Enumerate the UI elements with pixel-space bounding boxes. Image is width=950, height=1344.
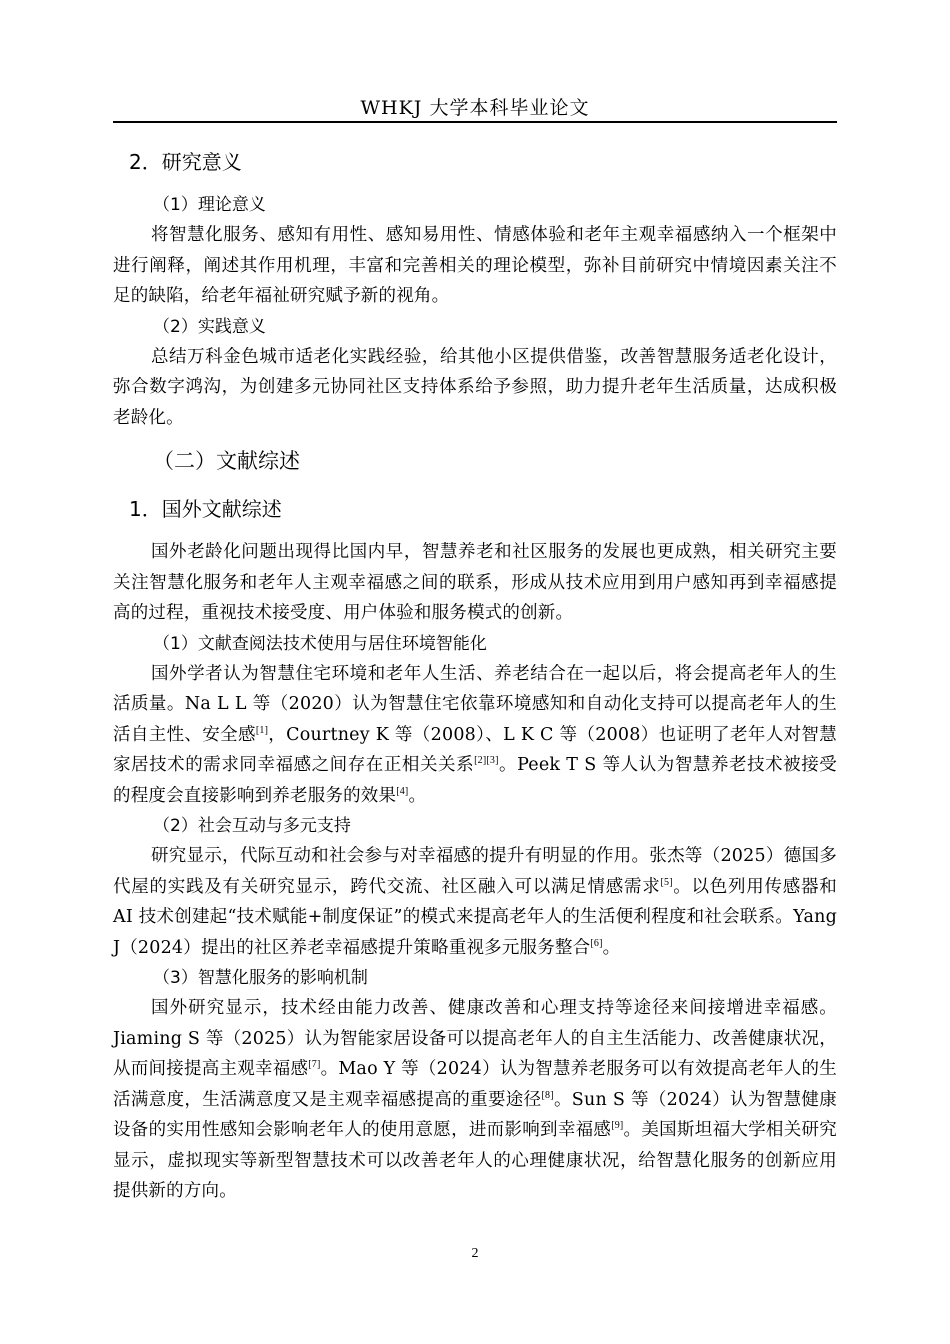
text-segment: 。 <box>602 937 621 958</box>
text-segment: 。美国斯坦福大学相关研究显示，虚拟现实等新型智慧技术可以改善老年人的心理健康状况，给智慧化服务的创新应用提供新的方向。 <box>113 1120 837 1201</box>
citation-ref: [9] <box>611 1120 624 1131</box>
paragraph-tech-use <box>113 659 837 812</box>
citation-ref: [5] <box>660 876 673 888</box>
text-segment: 。 <box>408 785 427 806</box>
text-segment: 。Mao Y 等（2024）认为智慧养老服务可以有效提高老年人的生活满意度，生活满意度又是主观幸福感提高的重要途径 <box>113 1059 838 1110</box>
section-heading-foreign-literature: 1．国外文献综述 <box>129 497 282 521</box>
text-segment: 。以色列用传感器和 AI 技术创建起“技术赋能+制度保证”的模式来提高老年人的生活便利程度和社会联系。Yang J（2024）提出的社区养老幸福感提升策略重视多元服务整合 <box>113 876 837 958</box>
subheading-practical: （2）实践意义 <box>153 316 266 337</box>
page-body <box>113 146 837 1207</box>
subheading-social-interaction: （2）社会互动与多元支持 <box>153 816 351 836</box>
citation-ref: [1] <box>255 724 269 736</box>
running-header: WHKJ 大学本科毕业论文 <box>360 97 590 119</box>
citation-ref: [2][3] <box>474 755 499 766</box>
text-segment: 国外学者认为智慧住宅环境和老年人生活、养老结合在一起以后，将会提高老年人的生活质量。Na L L 等（2020）认为智慧住宅依靠环境感知和自动化支持可以提高老年人的生活自主性、安全感 <box>113 663 837 745</box>
text-segment: ，Courtney K 等（2008）、L K C 等（2008）也证明了老年人对智慧家居技术的需求同幸福感之间存在正相关关系 <box>113 724 837 775</box>
citation-ref: [6] <box>590 937 603 949</box>
paragraph-foreign-intro: 国外老龄化问题出现得比国内早，智慧养老和社区服务的发展也更成熟，相关研究主要关注智慧化服务和老年人主观幸福感之间的联系，形成从技术应用到用户感知再到幸福感提高的过程，重视技术接受度、用户体验和服务模式的创新。 <box>113 542 837 623</box>
section-heading-significance: 2．研究意义 <box>129 150 242 174</box>
paragraph-mechanism <box>113 993 837 1207</box>
subheading-mechanism: （3）智慧化服务的影响机制 <box>153 968 368 988</box>
section-heading-literature-review: （二）文献综述 <box>153 449 300 473</box>
text-segment: 。Peek T S 等人认为智慧养老技术被接受的程度会直接影响到养老服务的效果 <box>113 755 837 806</box>
text-segment: 国外研究显示，技术经由能力改善、健康改善和心理支持等途径来间接增进幸福感。Jiaming S 等（2025）认为智能家居设备可以提高老年人的自主生活能力、改善健康状况，从而间接提高主观幸福感 <box>113 998 837 1079</box>
paragraph-practical: 总结万科金色城市适老化实践经验，给其他小区提供借鉴，改善智慧服务适老化设计，弥合数字鸿沟，为创建多元协同社区支持体系给予参照，助力提升老年生活质量，达成积极老龄化。 <box>113 346 837 428</box>
header-divider <box>113 121 837 123</box>
subheading-theoretical: （1）理论意义 <box>153 195 266 215</box>
subheading-tech-use: （1）文献查阅法技术使用与居住环境智能化 <box>153 633 487 654</box>
page-number: 2 <box>471 1246 479 1261</box>
text-segment: 研究显示，代际互动和社会参与对幸福感的提升有明显的作用。张杰等（2025）德国多代屋的实践及有关研究显示，跨代交流、社区融入可以满足情感需求 <box>113 846 837 897</box>
citation-ref: [4] <box>396 785 409 797</box>
text-segment: 。Sun S 等（2024）认为智慧健康设备的实用性感知会影响老年人的使用意愿，进而影响到幸福感 <box>113 1089 837 1140</box>
citation-ref: [7] <box>308 1059 321 1070</box>
citation-ref: [8] <box>541 1089 554 1101</box>
paragraph-theoretical: 将智慧化服务、感知有用性、感知易用性、情感体验和老年主观幸福感纳入一个框架中进行阐释，阐述其作用机理，丰富和完善相关的理论模型，弥补目前研究中情境因素关注不足的缺陷，给老年福祉研究赋予新的视角。 <box>113 225 837 306</box>
paragraph-social-interaction <box>113 841 837 963</box>
